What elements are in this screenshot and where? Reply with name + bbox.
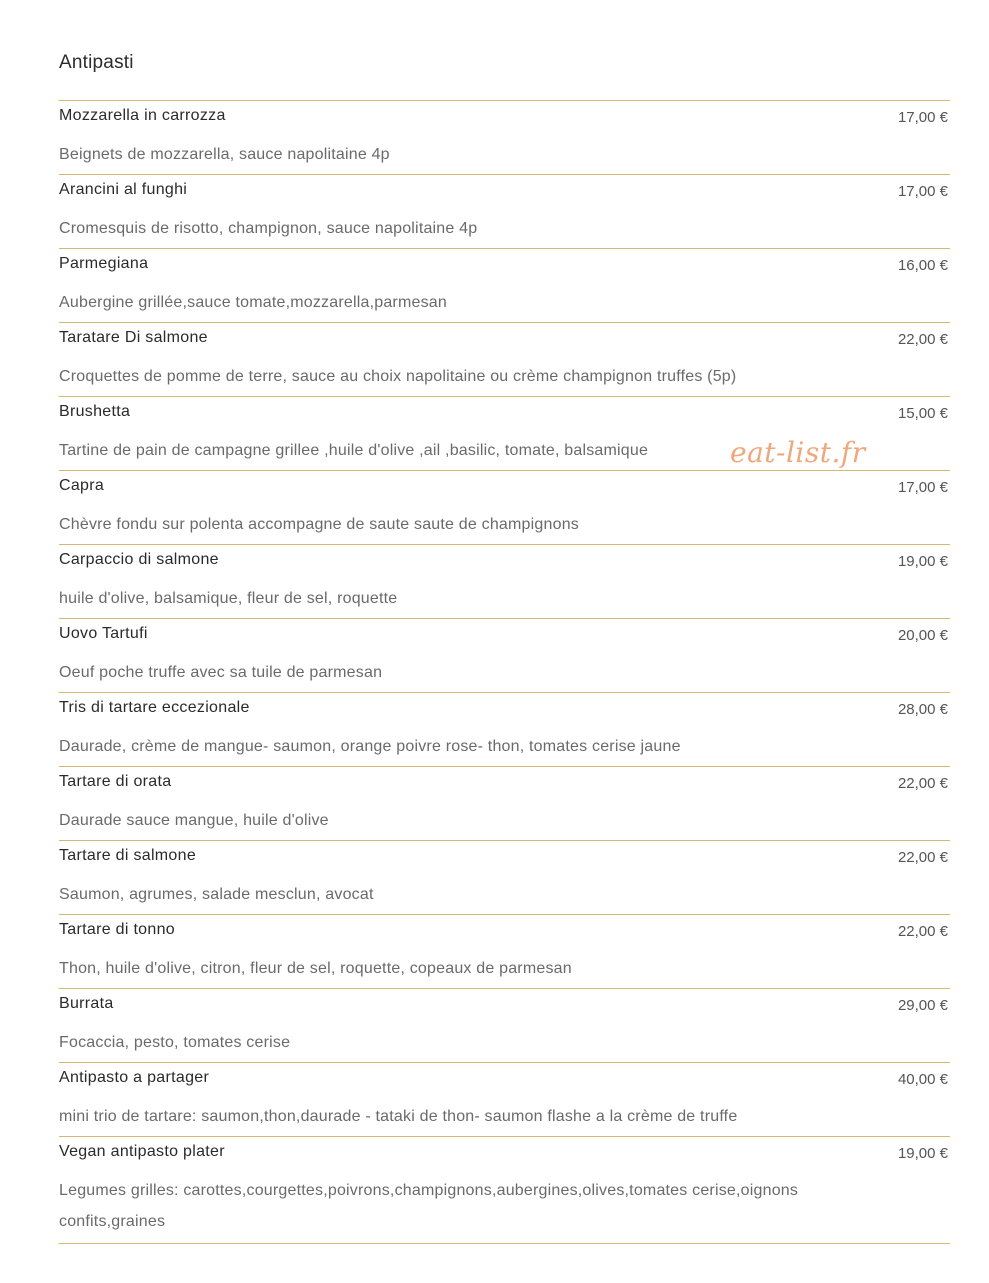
- item-name: Vegan antipasto plater: [59, 1143, 225, 1160]
- menu-item: [59, 175, 950, 249]
- menu-item: [59, 619, 950, 693]
- item-name: Tartare di tonno: [59, 921, 175, 938]
- item-name: Carpaccio di salmone: [59, 551, 219, 568]
- item-description: Legumes grilles: carottes,courgettes,poivrons,champignons,aubergines,olives,tomates cerise,oignons confits,graines: [59, 1182, 799, 1230]
- item-description: mini trio de tartare: saumon,thon,daurade - tataki de thon- saumon flashe a la crème de truffe: [59, 1108, 738, 1125]
- item-price: 16,00 €: [897, 257, 948, 274]
- menu-item: [59, 249, 950, 323]
- menu-item: [59, 767, 950, 841]
- item-description: huile d'olive, balsamique, fleur de sel, roquette: [59, 590, 398, 607]
- item-price: 22,00 €: [897, 331, 948, 348]
- item-name: Tris di tartare eccezionale: [59, 699, 250, 716]
- item-price: 28,00 €: [897, 701, 948, 718]
- item-price: 17,00 €: [897, 109, 948, 126]
- item-description: Daurade, crème de mangue- saumon, orange poivre rose- thon, tomates cerise jaune: [59, 738, 681, 755]
- menu-items-list: [59, 100, 950, 1244]
- menu-item: [59, 841, 950, 915]
- item-description: Croquettes de pomme de terre, sauce au choix napolitaine ou crème champignon truffes (5p): [59, 368, 737, 385]
- item-description: Daurade sauce mangue, huile d'olive: [59, 812, 329, 829]
- item-description: Beignets de mozzarella, sauce napolitaine 4p: [59, 146, 390, 163]
- menu-item: [59, 1137, 950, 1244]
- menu-item: [59, 323, 950, 397]
- item-name: Mozzarella in carrozza: [59, 107, 226, 124]
- item-name: Tartare di salmone: [59, 847, 197, 864]
- item-name: Burrata: [59, 995, 114, 1012]
- menu-item: [59, 915, 950, 989]
- menu-item: [59, 101, 950, 175]
- item-description: Tartine de pain de campagne grillee ,huile d'olive ,ail ,basilic, tomate, balsamique: [59, 442, 649, 459]
- item-description: Focaccia, pesto, tomates cerise: [59, 1034, 291, 1051]
- item-price: 19,00 €: [897, 553, 948, 570]
- item-name: Taratare Di salmone: [59, 329, 208, 346]
- menu-item: [59, 989, 950, 1063]
- item-description: Thon, huile d'olive, citron, fleur de sel, roquette, copeaux de parmesan: [59, 960, 572, 977]
- item-price: 19,00 €: [897, 1145, 948, 1162]
- item-name: Parmegiana: [59, 255, 149, 272]
- item-name: Capra: [59, 477, 105, 494]
- item-description: Saumon, agrumes, salade mesclun, avocat: [59, 886, 374, 903]
- item-price: 17,00 €: [897, 183, 948, 200]
- item-description: Aubergine grillée,sauce tomate,mozzarella,parmesan: [59, 294, 447, 311]
- item-price: 20,00 €: [897, 627, 948, 644]
- item-name: Arancini al funghi: [59, 181, 188, 198]
- item-price: 22,00 €: [897, 923, 948, 940]
- item-price: 40,00 €: [897, 1071, 948, 1088]
- menu-item: [59, 693, 950, 767]
- section-title: Antipasti: [59, 52, 134, 73]
- menu-item: [59, 1063, 950, 1137]
- item-price: 22,00 €: [897, 849, 948, 866]
- item-description: Cromesquis de risotto, champignon, sauce napolitaine 4p: [59, 220, 478, 237]
- watermark: eat-list.fr: [730, 436, 866, 469]
- item-price: 29,00 €: [897, 997, 948, 1014]
- item-name: Tartare di orata: [59, 773, 172, 790]
- menu-item: [59, 471, 950, 545]
- item-name: Uovo Tartufi: [59, 625, 148, 642]
- item-price: 17,00 €: [897, 479, 948, 496]
- item-name: Antipasto a partager: [59, 1069, 210, 1086]
- menu-item: [59, 545, 950, 619]
- item-description: Oeuf poche truffe avec sa tuile de parmesan: [59, 664, 383, 681]
- item-description: Chèvre fondu sur polenta accompagne de saute saute de champignons: [59, 516, 580, 533]
- item-price: 22,00 €: [897, 775, 948, 792]
- item-price: 15,00 €: [897, 405, 948, 422]
- item-name: Brushetta: [59, 403, 131, 420]
